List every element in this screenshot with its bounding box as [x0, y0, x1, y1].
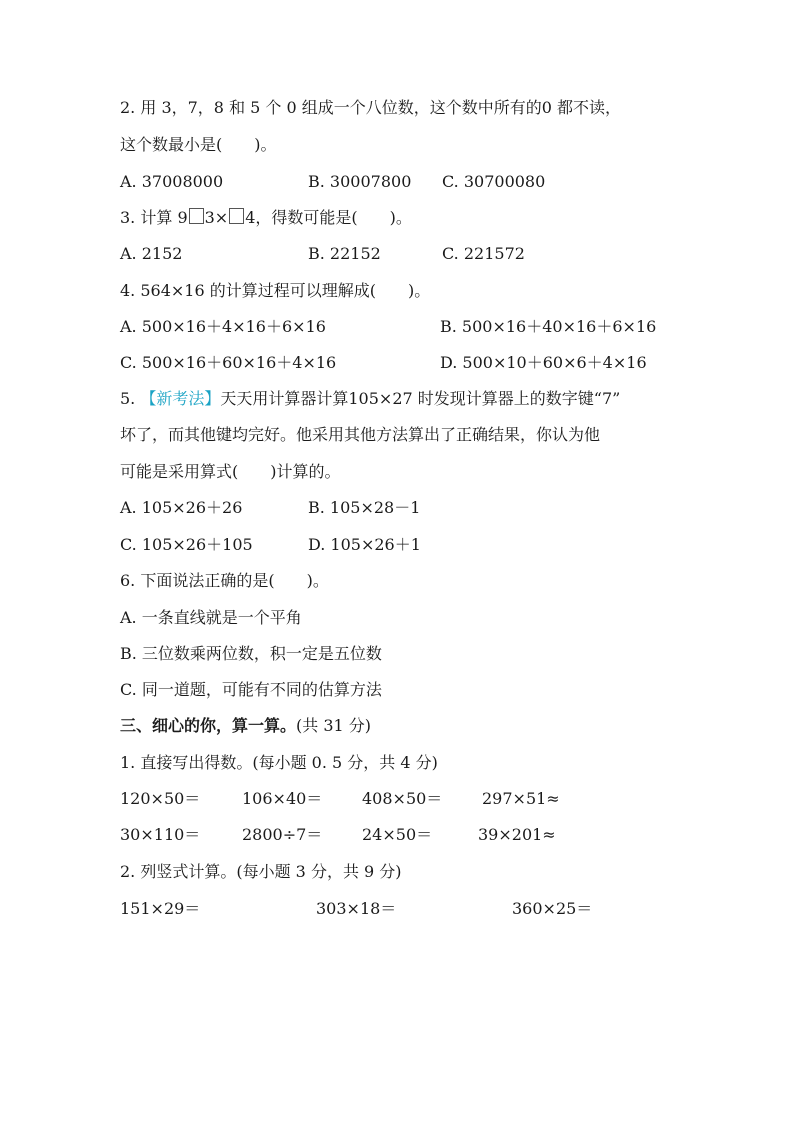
q3-stem-prefix: 3. 计算 9 — [120, 208, 188, 227]
q3-blank-box-1 — [189, 208, 204, 224]
s3q1-stem: 1. 直接写出得数。(每小题 0. 5 分，共 4 分) — [120, 753, 438, 772]
q5-option-d: D. 105×26＋1 — [308, 535, 421, 554]
q4-option-b: B. 500×16＋40×16＋6×16 — [440, 317, 657, 336]
q5-option-a: A. 105×26＋26 — [120, 498, 243, 517]
s3q1-item: 2800÷7＝ — [242, 825, 323, 844]
s3q1-item: 297×51≈ — [482, 789, 560, 808]
q6-option-a: A. 一条直线就是一个平角 — [120, 608, 302, 627]
q5-stem-line3: 可能是采用算式( )计算的。 — [120, 462, 341, 481]
q2-option-c: C. 30700080 — [442, 172, 546, 191]
s3q2-stem: 2. 列竖式计算。(每小题 3 分，共 9 分) — [120, 862, 402, 881]
s3q1-item: 30×110＝ — [120, 825, 201, 844]
q3-stem-suffix: 4，得数可能是( )。 — [245, 208, 412, 227]
q5-option-b: B. 105×28－1 — [308, 498, 421, 517]
s3q1-item: 39×201≈ — [478, 825, 556, 844]
q5-number: 5. — [120, 389, 141, 408]
s3q1-item: 106×40＝ — [242, 789, 323, 808]
q5-new-method-tag: 【新考法】 — [140, 389, 221, 408]
q5-stem-line1 — [120, 388, 620, 410]
q4-option-a: A. 500×16＋4×16＋6×16 — [120, 317, 326, 336]
q3-stem — [120, 207, 412, 229]
q5-stem-text: 天天用计算器计算105×27 时发现计算器上的数字键“7” — [220, 389, 621, 408]
q5-option-c: C. 105×26＋105 — [120, 535, 253, 554]
q4-option-c: C. 500×16＋60×16＋4×16 — [120, 353, 337, 372]
q6-stem: 6. 下面说法正确的是( )。 — [120, 571, 329, 590]
section3-title: 三、细心的你，算一算。 — [120, 716, 297, 735]
q3-option-c: C. 221572 — [442, 244, 525, 263]
section3-score: (共 31 分) — [296, 716, 372, 735]
q3-option-b: B. 22152 — [308, 244, 381, 263]
q3-blank-box-2 — [229, 208, 244, 224]
q2-option-a: A. 37008000 — [120, 172, 224, 191]
s3q2-item: 360×25＝ — [512, 899, 593, 918]
q4-option-d: D. 500×10＋60×6＋4×16 — [440, 353, 647, 372]
section3-heading — [120, 715, 371, 737]
s3q2-item: 151×29＝ — [120, 899, 201, 918]
q3-stem-mid: 3× — [204, 208, 229, 227]
q5-stem-line2: 坏了，而其他键均完好。他采用其他方法算出了正确结果，你认为他 — [120, 425, 601, 444]
q3-option-a: A. 2152 — [120, 244, 183, 263]
q2-option-b: B. 30007800 — [308, 172, 412, 191]
q2-stem-line1: 2. 用 3，7，8 和 5 个 0 组成一个八位数，这个数中所有的0 都不读， — [120, 98, 622, 117]
s3q1-item: 120×50＝ — [120, 789, 201, 808]
q6-option-c: C. 同一道题，可能有不同的估算方法 — [120, 680, 382, 699]
q6-option-b: B. 三位数乘两位数，积一定是五位数 — [120, 644, 382, 663]
q2-stem-line2: 这个数最小是( )。 — [120, 135, 277, 154]
s3q2-item: 303×18＝ — [316, 899, 397, 918]
q4-stem: 4. 564×16 的计算过程可以理解成( )。 — [120, 281, 431, 300]
s3q1-item: 24×50＝ — [362, 825, 433, 844]
s3q1-item: 408×50＝ — [362, 789, 443, 808]
